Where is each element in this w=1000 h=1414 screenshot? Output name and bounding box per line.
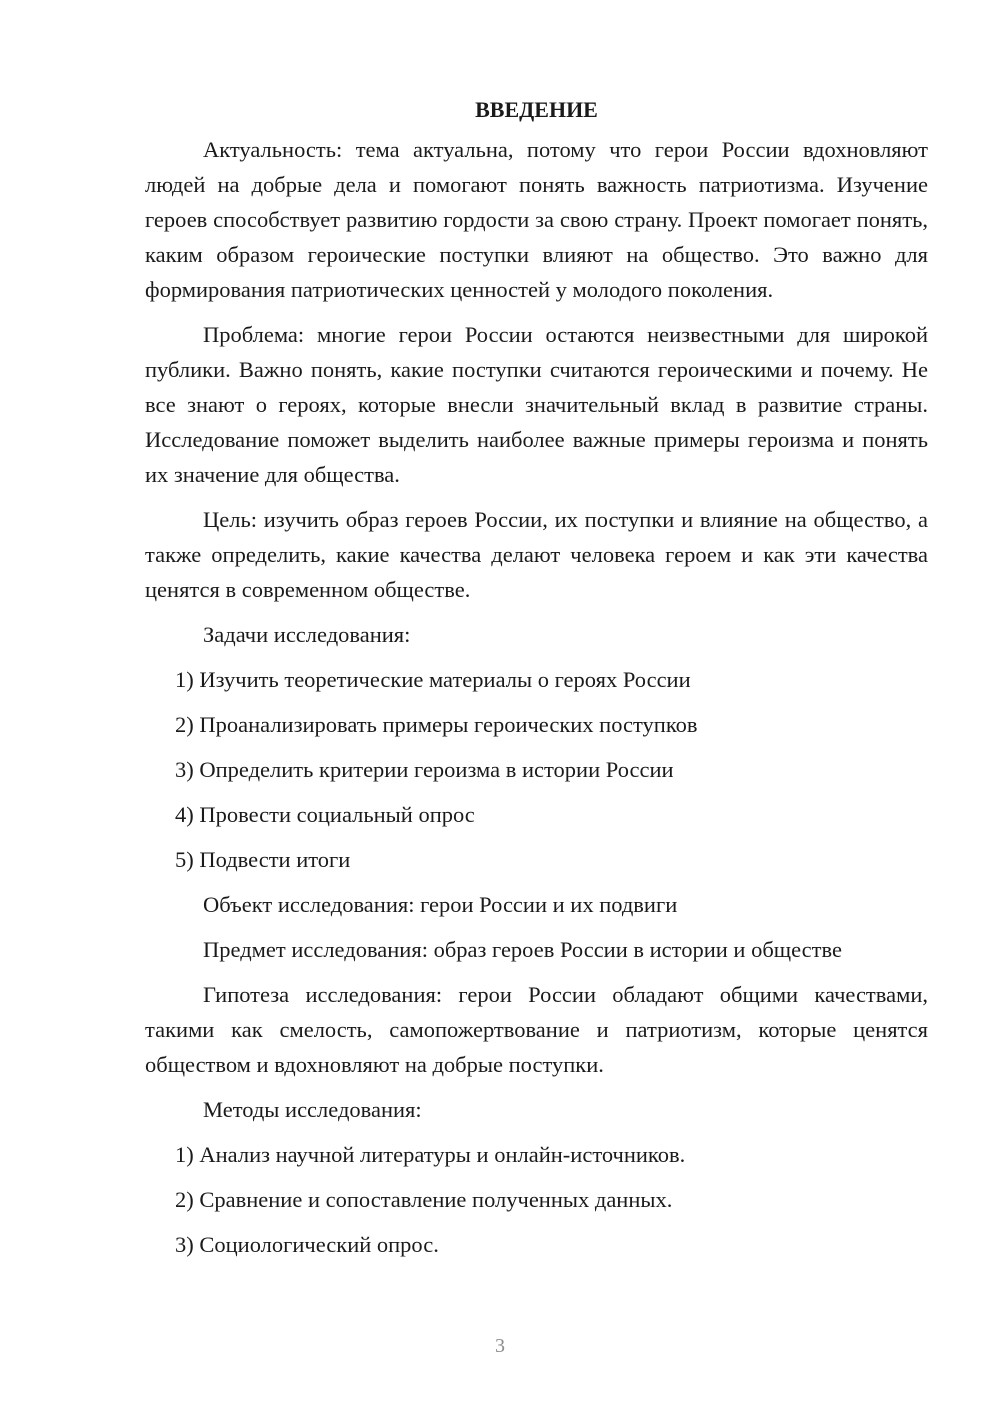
methods-heading: Методы исследования:: [203, 1097, 422, 1122]
research-subject: Предмет исследования: образ героев России в истории и обществе: [203, 937, 842, 962]
method-item: 3) Социологический опрос.: [175, 1232, 439, 1257]
hypothesis-paragraph: Гипотеза исследования: герои России обладают общими качествами, такими как смелость, самопожертвование и патриотизм, которые ценятся обществом и вдохновляют на добрые поступки.: [145, 982, 928, 1077]
task-item: 4) Провести социальный опрос: [175, 802, 475, 827]
task-item: 1) Изучить теоретические материалы о героях России: [175, 667, 691, 692]
goal-paragraph: Цель: изучить образ героев России, их поступки и влияние на общество, а также определить, какие качества делают человека героем и как эти качества ценятся в современном обществе.: [145, 507, 928, 602]
task-item: 2) Проанализировать примеры героических поступков: [175, 712, 698, 737]
section-title: ВВЕДЕНИЕ: [475, 97, 598, 122]
method-item: 2) Сравнение и сопоставление полученных данных.: [175, 1187, 673, 1212]
page-number: 3: [495, 1335, 505, 1357]
relevance-paragraph: Актуальность: тема актуальна, потому что герои России вдохновляют людей на добрые дела и помогают понять важность патриотизма. Изучение героев способствует развитию гордости за свою страну. Проект помогает понять, каким образом героические поступки влияют на общество. Это важно для формирования патриотических ценностей у молодого поколения.: [145, 137, 928, 302]
problem-paragraph: Проблема: многие герои России остаются неизвестными для широкой публики. Важно понять, какие поступки считаются героическими и почему. Не все знают о героях, которые внесли значительный вклад в развитие страны. Исследование поможет выделить наиболее важные примеры героизма и понять их значение для общества.: [145, 322, 928, 487]
page-content: [145, 92, 928, 1272]
research-object: Объект исследования: герои России и их подвиги: [203, 892, 678, 917]
method-item: 1) Анализ научной литературы и онлайн-источников.: [175, 1142, 686, 1167]
tasks-heading: Задачи исследования:: [203, 622, 411, 647]
task-item: 3) Определить критерии героизма в истории России: [175, 757, 674, 782]
task-item: 5) Подвести итоги: [175, 847, 351, 872]
